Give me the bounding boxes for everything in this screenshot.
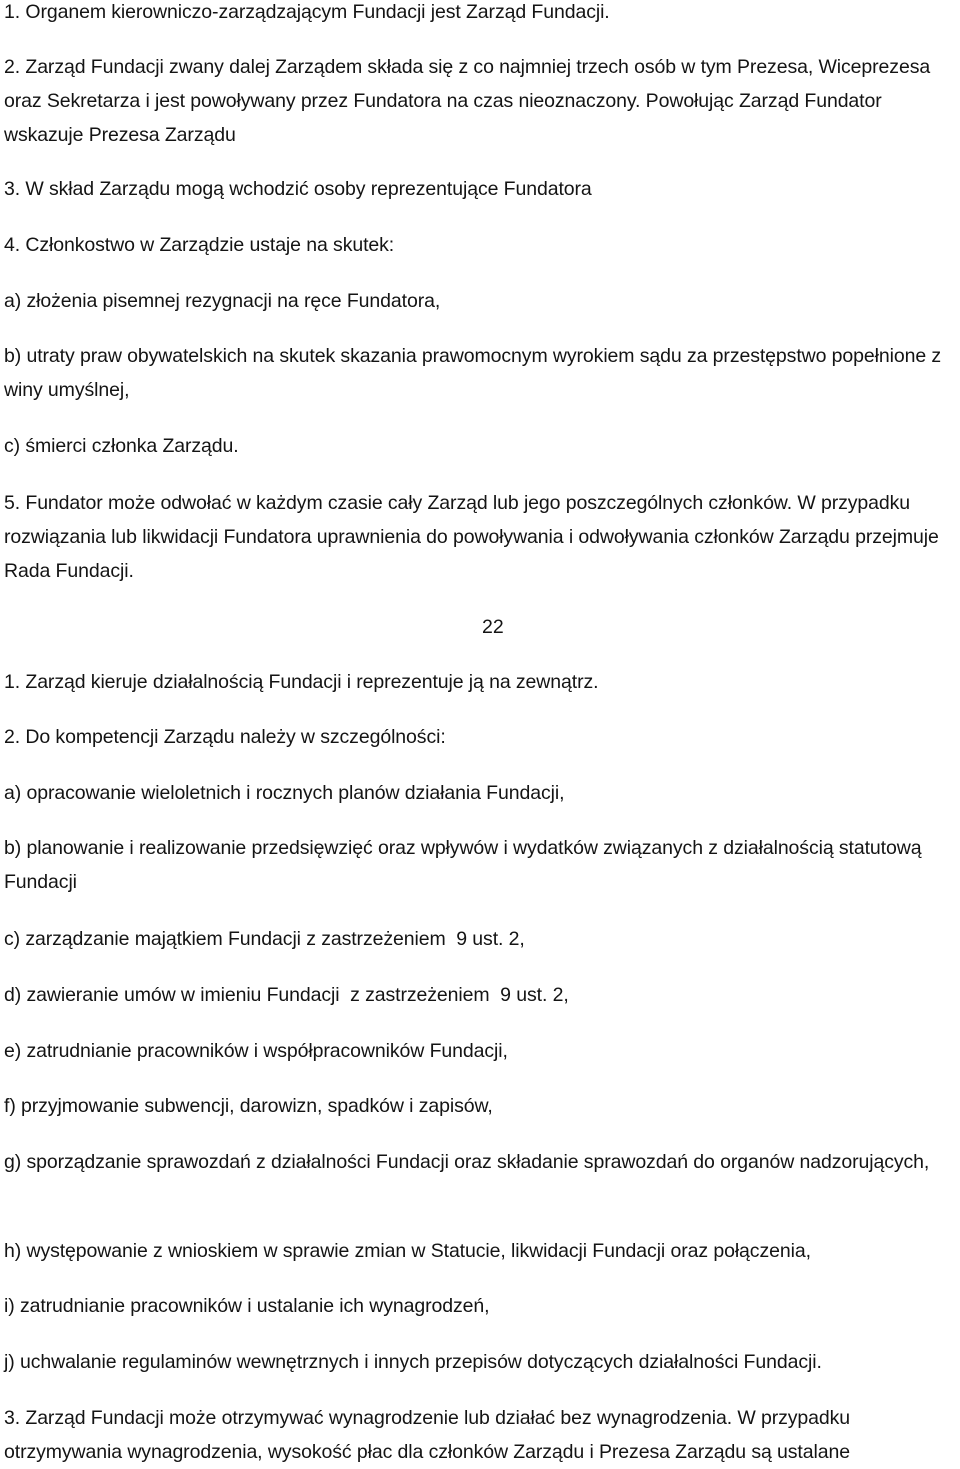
paragraph-q2h: h) występowanie z wnioskiem w sprawie zmian w Statucie, likwidacji Fundacji oraz połączenia,: [4, 1240, 811, 1262]
paragraph-q1: 1. Zarząd kieruje działalnością Fundacji i reprezentuje ją na zewnątrz.: [4, 671, 599, 693]
paragraph-q2: 2. Do kompetencji Zarządu należy w szczególności:: [4, 726, 446, 748]
paragraph-4a: a) złożenia pisemnej rezygnacji na ręce Fundatora,: [4, 290, 441, 312]
paragraph-q2c: c) zarządzanie majątkiem Fundacji z zastrzeżeniem 9 ust. 2,: [4, 928, 525, 950]
paragraph-q2f: f) przyjmowanie subwencji, darowizn, spadków i zapisów,: [4, 1095, 493, 1117]
paragraph-4: 4. Członkostwo w Zarządzie ustaje na skutek:: [4, 234, 395, 256]
paragraph-3: 3. W skład Zarządu mogą wchodzić osoby reprezentujące Fundatora: [4, 178, 592, 200]
paragraph-4b: b) utraty praw obywatelskich na skutek skazania prawomocnym wyrokiem sądu za przestępstwo popełnione z winy umyślnej,: [4, 345, 947, 401]
paragraph-q2a: a) opracowanie wieloletnich i rocznych planów działania Fundacji,: [4, 782, 565, 804]
paragraph-q2i: i) zatrudnianie pracowników i ustalanie ich wynagrodzeń,: [4, 1295, 490, 1317]
paragraph-2: 2. Zarząd Fundacji zwany dalej Zarządem składa się z co najmniej trzech osób w tym Prezesa, Wiceprezesa oraz Sekretarza i jest powoływany przez Fundatora na czas nieoznaczony. Powołując Zarząd Fundator wskazuje Prezesa Zarządu: [4, 56, 936, 146]
paragraph-q2d: d) zawieranie umów w imieniu Fundacji z zastrzeżeniem 9 ust. 2,: [4, 984, 569, 1006]
paragraph-q3: 3. Zarząd Fundacji może otrzymywać wynagrodzenie lub działać bez wynagrodzenia. W przypadku otrzymywania wynagrodzenia, wysokość płac dla członków Zarządu i Prezesa Zarządu są ustalane: [4, 1407, 856, 1463]
paragraph-q2e: e) zatrudnianie pracowników i współpracowników Fundacji,: [4, 1040, 508, 1062]
section-mark: 22: [482, 616, 504, 638]
paragraph-4c: c) śmierci członka Zarządu.: [4, 435, 239, 457]
paragraph-q2g: g) sporządzanie sprawozdań z działalności Fundacji oraz składanie sprawozdań do organów nadzorujących,: [4, 1151, 930, 1173]
paragraph-q2b: b) planowanie i realizowanie przedsięwzięć oraz wpływów i wydatków związanych z działalnością statutową Fundacji: [4, 837, 927, 893]
paragraph-q2j: j) uchwalanie regulaminów wewnętrznych i innych przepisów dotyczących działalności Fundacji.: [4, 1351, 822, 1373]
paragraph-5: 5. Fundator może odwołać w każdym czasie cały Zarząd lub jego poszczególnych członków. W przypadku rozwiązania lub likwidacji Fundatora uprawnienia do powoływania i odwoływania członków Zarządu przejmuje Rada Fundacji.: [4, 492, 945, 582]
paragraph-1: 1. Organem kierowniczo-zarządzającym Fundacji jest Zarząd Fundacji.: [4, 1, 610, 23]
